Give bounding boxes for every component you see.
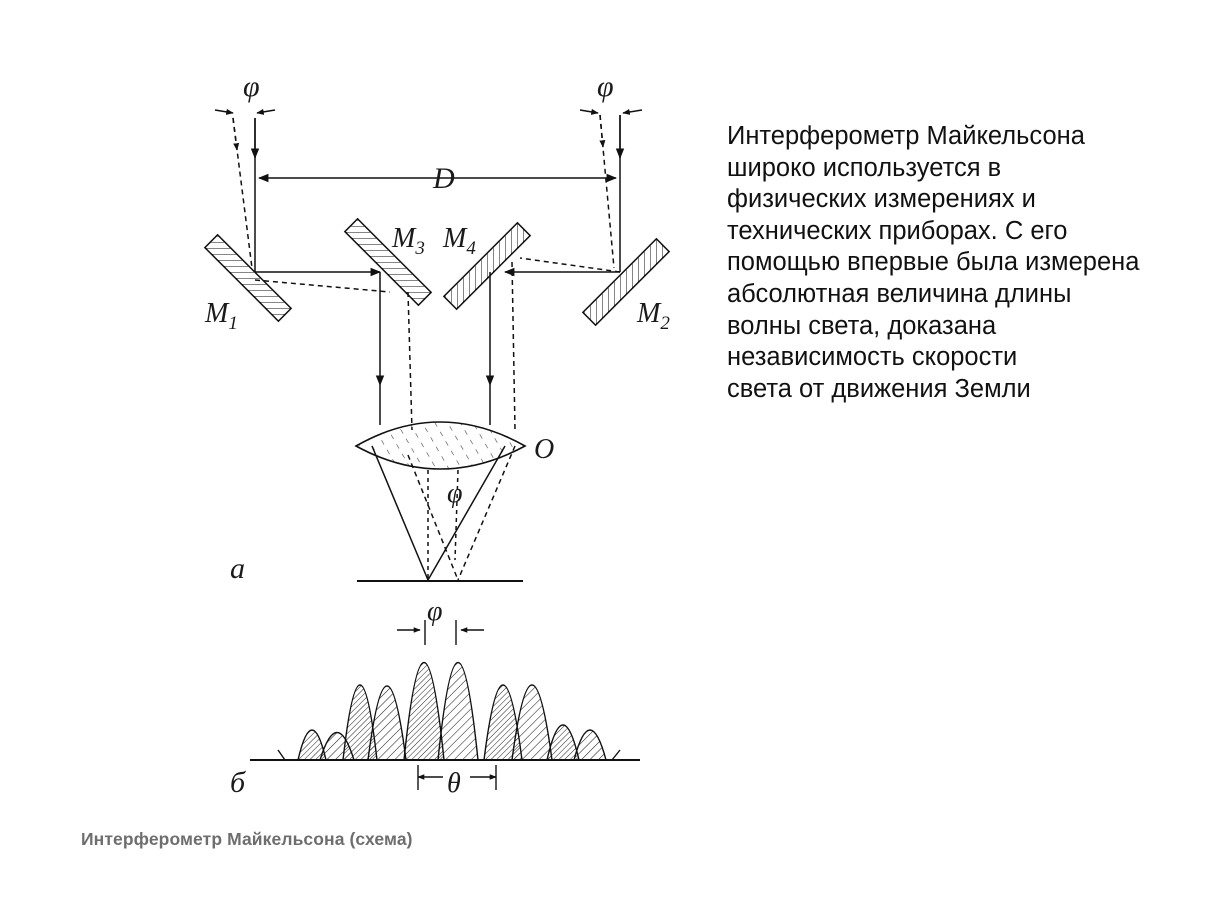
description-line: помощью впервые была измерена	[727, 248, 1140, 277]
description-line: независимость скорости	[727, 343, 1018, 372]
mirror-m1-label: $M_1$	[205, 298, 238, 334]
fringe-peak-shifted	[574, 730, 606, 760]
phi-label-focus: φ	[447, 478, 463, 509]
m3-down-beam-dashed	[408, 292, 412, 430]
m2-to-m4-beam-dashed	[520, 258, 620, 272]
fringe-peak	[404, 663, 444, 761]
mirror-m3-label: $M_3$	[392, 223, 425, 259]
phi-label-fringes: φ	[427, 596, 443, 627]
right-incident-beam-dashed	[600, 115, 614, 268]
description-line: волны света, доказана	[727, 311, 997, 340]
distance-label: D	[433, 162, 455, 195]
description-line: абсолютная величина длины	[727, 279, 1072, 308]
phi-label-left: φ	[243, 70, 260, 103]
m4-down-beam-dashed	[512, 262, 515, 430]
focus-line-left-dashed	[408, 455, 458, 580]
mirror-m2-label: $M_2$	[637, 298, 670, 334]
fringe-peak-shifted	[368, 686, 406, 760]
m1-to-m3-beam-dashed	[255, 280, 390, 292]
phi-label-right: φ	[597, 70, 614, 103]
theta-label: θ	[447, 768, 461, 799]
description-line: физических измерениях и	[727, 185, 1036, 214]
description-line: света от движения Земли	[727, 374, 1031, 403]
part-a-label: a	[230, 552, 245, 585]
fringe-peak-shifted	[438, 663, 478, 761]
description-line: технических приборах. С его	[727, 216, 1068, 245]
description-text	[727, 121, 1217, 405]
left-dashed-arrow	[233, 118, 237, 150]
mirror-m3	[345, 219, 431, 305]
figure-caption: Интерферометр Майкельсона (схема)	[81, 829, 413, 849]
part-b-label: б	[230, 766, 246, 799]
right-dashed-arrow	[600, 115, 603, 147]
part-b-fringes	[250, 620, 640, 790]
mirror-m4-label: $M_4$	[443, 223, 476, 259]
description-line: Интерферометр Майкельсона	[727, 122, 1085, 150]
lens-o	[356, 422, 525, 469]
fringe-peak-shifted	[512, 685, 552, 760]
description-line: широко используется в	[727, 153, 1002, 182]
lens-label: O	[534, 434, 555, 465]
